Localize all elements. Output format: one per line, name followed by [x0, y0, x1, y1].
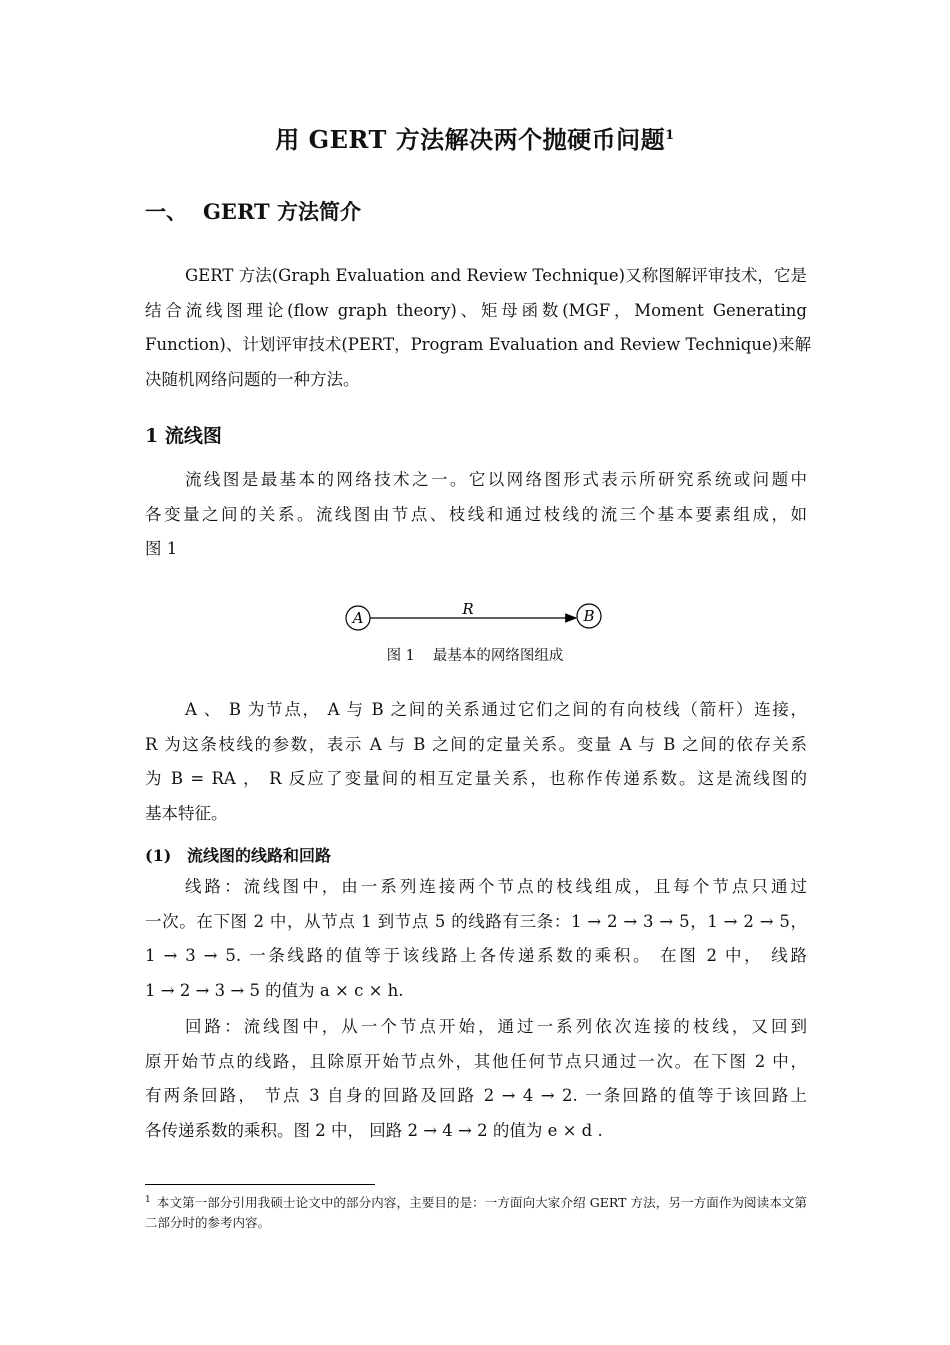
footnote-divider	[145, 1184, 375, 1185]
node-a-label: A	[352, 609, 364, 627]
paragraph-line: 各变量之间的关系。流线图由节点、枝线和通过枝线的流三个基本要素组成，如	[145, 504, 807, 524]
title-footnote-mark[interactable]: 1	[665, 128, 675, 143]
section-heading	[145, 196, 361, 226]
paragraph-line: 各传递系数的乘积。图 2 中， 回路 2 → 4 → 2 的值为 e × d .	[145, 1120, 603, 1140]
paragraph-line: Function)、计划评审技术(PERT，Program Evaluation and Review Technique)来解	[145, 335, 812, 354]
footnote-mark: 1	[145, 1195, 151, 1205]
paragraph-line: 一次。在下图 2 中，从节点 1 到节点 5 的线路有三条：1 → 2 → 3 → 5，1 → 2 → 5，	[145, 911, 807, 931]
paragraph-line: 回路：流线图中，从一个节点开始，通过一系列依次连接的枝线，又回到	[185, 1017, 807, 1036]
paragraph-line: A 、 B 为节点， A 与 B 之间的关系通过它们之间的有向枝线（箭杆）连接，	[185, 700, 807, 719]
figure-1-caption	[0, 644, 950, 665]
footnote-text: 本文第一部分引用我硕士论文中的部分内容，主要目的是：一方面向大家介绍 GERT 方法，另一方面作为阅读本文第二部分时的参考内容。	[145, 1195, 807, 1231]
section-title: GERT 方法简介	[203, 199, 361, 224]
title-text: 用 GERT 方法解决两个抛硬币问题	[275, 125, 666, 154]
loop-paragraph	[145, 1010, 807, 1148]
node-b-label: B	[583, 607, 595, 625]
paragraph-line: 1 → 2 → 3 → 5 的值为 a × c × h.	[145, 980, 404, 1000]
intro-paragraph	[145, 259, 812, 397]
paragraph-line: 图 1	[145, 539, 178, 558]
subsection-heading: 1 流线图	[145, 425, 222, 447]
paragraph-line: GERT 方法(Graph Evaluation and Review Technique)又称图解评审技术，它是	[185, 266, 807, 285]
path-paragraph	[145, 870, 807, 1008]
subsubsection-number: (1)	[145, 846, 172, 865]
paragraph-line: 线路：流线图中，由一系列连接两个节点的枝线组成，且每个节点只通过	[185, 877, 807, 896]
paragraph-line: 基本特征。	[145, 803, 228, 823]
caption-label: 图 1	[386, 648, 415, 664]
paragraph-line: 流线图是最基本的网络技术之一。它以网络图形式表示所研究系统或问题中	[185, 470, 807, 489]
paragraph-line: R 为这条枝线的参数，表示 A 与 B 之间的定量关系。变量 A 与 B 之间的依存关系	[145, 734, 807, 754]
paragraph-line: 为 B = RA ， R 反应了变量间的相互定量关系，也称作传递系数。这是流线图的	[145, 769, 807, 788]
caption-text: 最基本的网络图组成	[432, 648, 564, 664]
paragraph-line: 1 → 3 → 5. 一条线路的值等于该线路上各传递系数的乘积。 在图 2 中， 线路	[145, 946, 807, 965]
paragraph-line: 原开始节点的线路，且除原开始节点外，其他任何节点只通过一次。在下图 2 中，	[145, 1051, 807, 1071]
document-title	[0, 120, 950, 155]
section-number: 一、	[145, 199, 187, 224]
subsubsection-heading	[145, 843, 331, 866]
flow-graph-paragraph	[145, 463, 807, 567]
edge-label: R	[462, 600, 474, 618]
nodes-paragraph	[145, 693, 807, 831]
footnote	[145, 1190, 807, 1233]
paragraph-line: 有两条回路， 节点 3 自身的回路及回路 2 → 4 → 2. 一条回路的值等于该回路上	[145, 1086, 807, 1105]
figure-1-diagram	[340, 598, 610, 638]
paragraph-line: 决随机网络问题的一种方法。	[145, 369, 360, 389]
paragraph-line: 结合流线图理论(flow graph theory)、矩母函数(MGF，Moment Generating	[145, 300, 807, 320]
subsubsection-title: 流线图的线路和回路	[187, 846, 332, 865]
